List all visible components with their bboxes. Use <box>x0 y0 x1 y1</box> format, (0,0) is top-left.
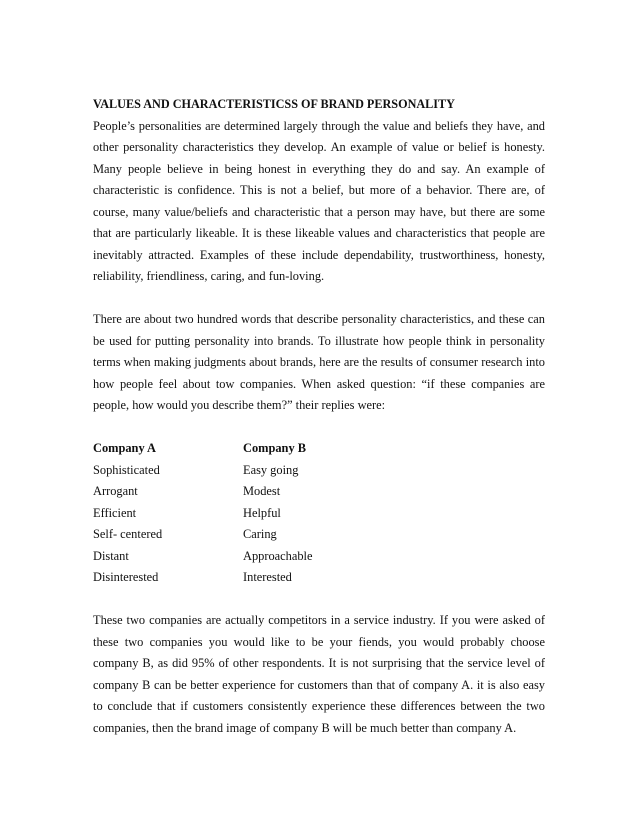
company-a-trait: Efficient <box>93 505 137 520</box>
company-b-trait: Easy going <box>243 462 299 477</box>
company-b-trait: Approachable <box>243 548 313 563</box>
company-b-trait: Modest <box>243 484 281 498</box>
section-heading: VALUES AND CHARACTERISTICSS OF BRAND PERSONALITY <box>93 97 455 111</box>
table-row <box>93 546 545 568</box>
table-row <box>93 524 545 546</box>
paragraph-spacer <box>93 288 545 310</box>
paragraph-spacer <box>93 417 545 439</box>
table-row <box>93 567 545 589</box>
company-b-trait: Helpful <box>243 505 281 520</box>
company-a-trait: Disinterested <box>93 570 159 584</box>
table-row <box>93 460 545 482</box>
paragraph-spacer <box>93 589 545 611</box>
company-b-trait: Caring <box>243 527 277 541</box>
header-company-b: Company B <box>243 441 306 455</box>
header-company-a: Company A <box>93 441 156 455</box>
company-b-trait: Interested <box>243 570 292 584</box>
company-a-trait: Arrogant <box>93 484 138 498</box>
comparison-table <box>93 438 545 589</box>
paragraph-conclusion: These two companies are actually competitors in a service industry. If you were asked of these two companies you would like to be your fiends, you would probably choose company B, as did 95% of other respondents. It is not surprising that the service level of company B can be better experience for customers than that of company A. it is also easy to conclude that if customers consistently experience these differences between the two companies, then the brand image of company B will be much better than company A. <box>93 613 545 735</box>
company-a-trait: Sophisticated <box>93 462 160 477</box>
table-row <box>93 503 545 525</box>
paragraph-research: There are about two hundred words that describe personality characteristics, and these can be used for putting personality into brands. To illustrate how people think in personality terms when making judgments about brands, here are the results of consumer research into how people feel about tow companies. When asked question: “if these companies are people, how would you describe them?” their replies were: <box>93 312 545 412</box>
company-a-trait: Distant <box>93 548 129 563</box>
document-page <box>93 94 545 739</box>
paragraph-values: People’s personalities are determined largely through the value and beliefs they have, and other personality characteristics they develop. An example of value or belief is honesty. Many people believe in being honest in everything they do and say. An example of characteristic is confidence. This is not a belief, but more of a behavior. There are, of course, many value/beliefs and characteristic that a person may have, but there are some that are particularly likeable. It is these likeable values and characteristics that people are inevitably attracted. Examples of these include dependability, trustworthiness, honesty, reliability, friendliness, caring, and fun-loving. <box>93 118 545 283</box>
table-header-row <box>93 438 545 460</box>
table-row <box>93 481 545 503</box>
company-a-trait: Self- centered <box>93 527 163 541</box>
